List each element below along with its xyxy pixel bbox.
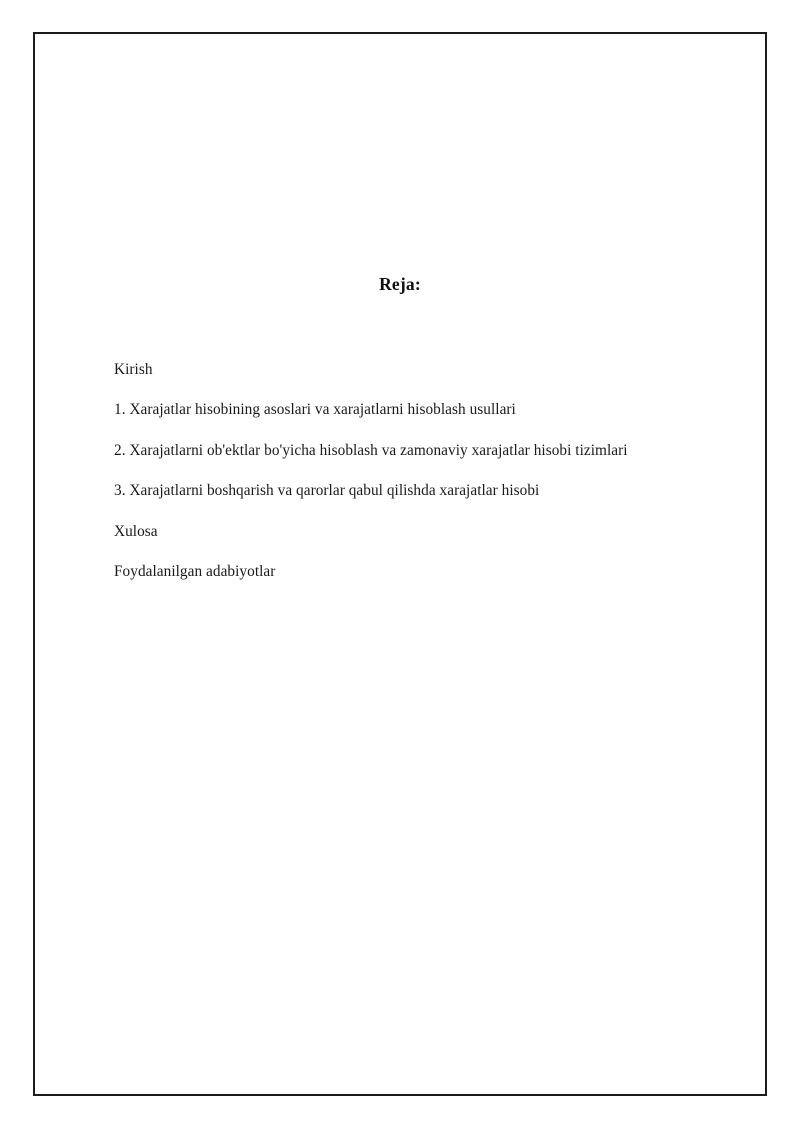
page-title: Reja:: [379, 274, 421, 294]
list-item: 1. Xarajatlar hisobining asoslari va xarajatlarni hisoblash usullari: [114, 401, 516, 419]
list-item: 3. Xarajatlarni boshqarish va qarorlar qabul qilishda xarajatlar hisobi: [114, 482, 540, 500]
list-item: Xulosa: [114, 522, 158, 540]
list-item: Kirish: [114, 361, 153, 378]
list-item: 2. Xarajatlarni ob'ektlar bo'yicha hisoblash va zamonaviy xarajatlar hisobi tizimlari: [114, 441, 628, 459]
list-item: Foydalanilgan adabiyotlar: [114, 563, 276, 581]
table-of-contents: [114, 350, 754, 592]
